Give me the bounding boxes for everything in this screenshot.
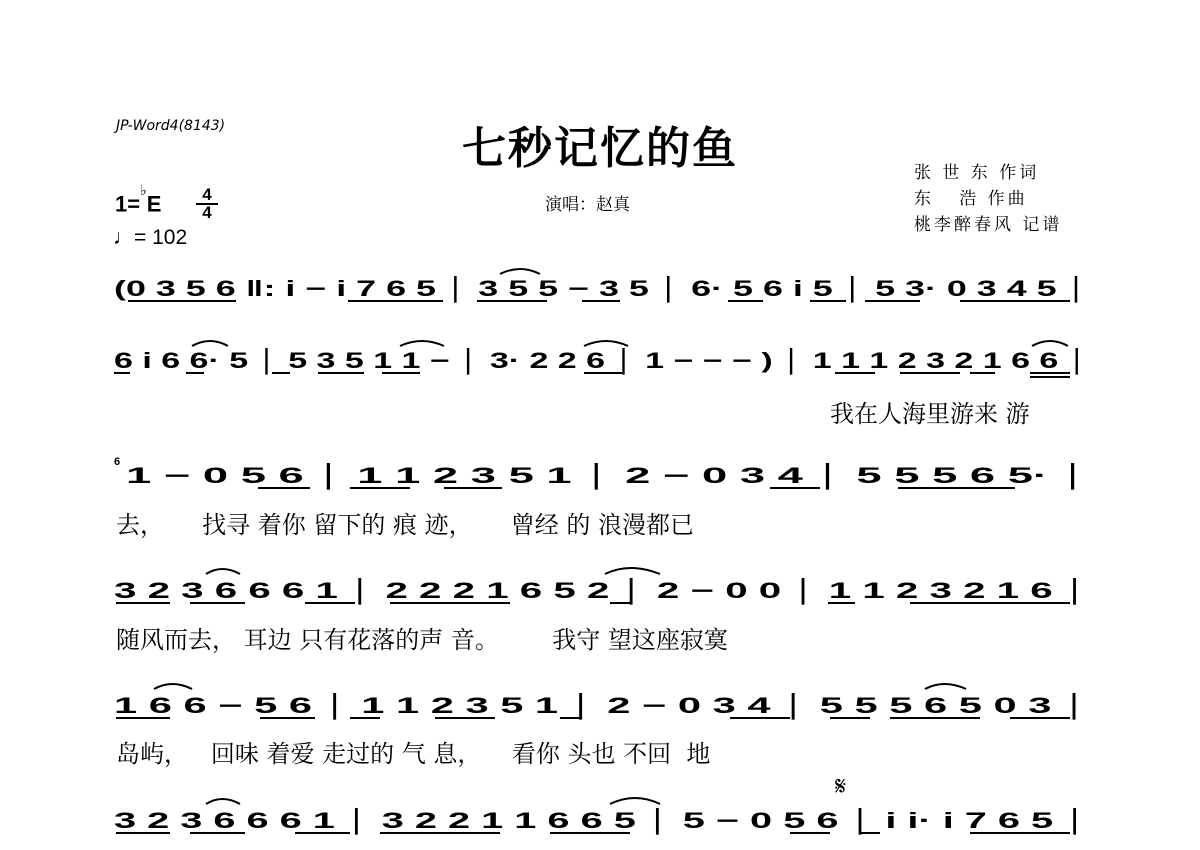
singer-credit: 演唱：赵真 — [545, 195, 630, 215]
source-label: JP-Word4(8143) — [116, 118, 226, 134]
lyric-line-5: 岛屿， 回味 着爱 走过的 气 息， 看你 头也 不回 地 — [116, 740, 711, 768]
tempo-value: = 102 — [134, 226, 188, 249]
score-row-6 — [110, 800, 1095, 840]
credits — [914, 160, 1062, 238]
row-3-notes: 1 − 0 5 6 │ 1 1 2 3 5 1 │ 2 − 0 3 4 │ 5 5 5 6 5· │ — [126, 463, 594, 488]
tempo-marking — [113, 226, 187, 250]
meter-top: 4 — [196, 187, 218, 205]
transcriber-credit: 桃李醉春风 记谱 — [914, 215, 1063, 235]
row-5-notes: 1 6 6 − 5 6 │ 1 1 2 3 5 1 │ 2 − 0 3 4 │ 5 5 5 6 5 0 3 │ — [114, 693, 629, 718]
lyric-line-4: 随风而去， 耳边 只有花落的声 音。 我守 望这座寂寞 — [116, 626, 728, 654]
row-4-notes: 3 2 3 6 6 6 1 │ 2 2 2 1 6 5 2 │ 2 − 0 0 │ 1 1 2 3 2 1 6 │ — [114, 578, 647, 603]
flat-icon: ♭ — [140, 182, 147, 198]
lyric-line-2: 我在人海里游来 游 — [830, 400, 1030, 428]
score-row-1 — [110, 268, 1095, 308]
composer-credit: 东 浩 作曲 — [914, 189, 1028, 209]
key-label: 1= — [115, 191, 141, 217]
song-title: 七秒记忆的鱼 — [462, 123, 738, 174]
lyric-line-3: 去， 找寻 着你 留下的 痕 迹， 曾经 的 浪漫都已 — [116, 511, 695, 539]
key-signature — [115, 182, 162, 217]
row-2-notes: 6 i 6 6· 5 │ 5 3 5 1 1 − │ 3· 2 2 6 │ 1 − − − ) │ 1 1 1 2 3 2 1 6 6 │ — [114, 348, 746, 373]
key-note: E — [146, 191, 162, 217]
row-1-notes: (0 3 5 6 ‖: i − i 7 6 5 │ 3 5 5 − 3 5 │ 6· 5 6 i 5 │ 5 3· 0 3 4 5 │ — [114, 276, 712, 301]
grace-note: 6 — [114, 456, 121, 468]
time-signature — [196, 187, 218, 221]
quarter-note-icon: ♩ — [113, 226, 134, 249]
score-row-5 — [110, 685, 1095, 725]
score-row-4 — [110, 570, 1095, 610]
row-6-notes: 3 2 3 6 6 6 1 │ 3 2 2 1 1 6 6 5 │ 5 − 0 5 6 │ i i· i 7 6 5 │ — [114, 808, 654, 833]
score-row-3 — [110, 455, 1095, 495]
meter-bottom: 4 — [202, 203, 212, 222]
score-row-2 — [110, 340, 1095, 380]
segno-icon: 𝄋 — [835, 772, 847, 802]
lyricist-credit: 张 世 东 作词 — [914, 163, 1040, 183]
